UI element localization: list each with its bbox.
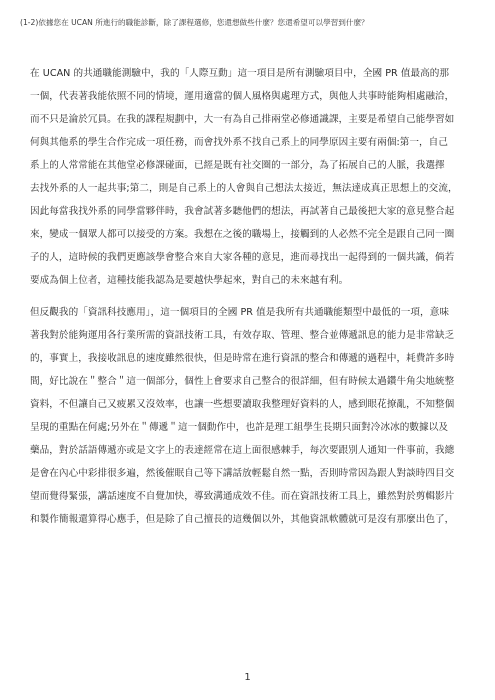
text-line: 藥品，對於話語傳遞亦或是文字上的表達經常在這上面很感棘手，每次要跟別人通知一件事前，我總 — [30, 445, 455, 456]
text-line: 去找外系的人一起共事;第二，則是自己系上的人會與自己想法太接近，無法達成真正思想上的交流， — [30, 183, 458, 194]
text-line: 但反觀我的「資訊科技應用」，這一個項目的全國 PR 值是我所有共通職能類型中最低的一項，意味 — [30, 307, 449, 318]
text-line: 因此每當我找外系的同學當夥伴時，我會試著多聽他們的想法，再試著自己最後把大家的意見整合起 — [30, 206, 455, 217]
text-line: 資料，不但讓自己又疲累又沒效率，也讓一些想要讀取我整理好資料的人，感到眼花撩亂，不知整個 — [30, 399, 455, 410]
paragraph-1 — [30, 62, 470, 292]
document-body — [30, 62, 470, 531]
text-line: 來，變成一個眾人都可以接受的方案。我想在之後的職場上，接觸到的人必然不完全是跟自己同一圈 — [30, 229, 455, 240]
text-line: 是會在內心中彩排很多遍，然後催眠自己等下講話放輕鬆自然一點，否則時常因為跟人對談時四目交 — [30, 468, 455, 479]
text-line: 子的人，這時候的我們更應該學會整合來自大家各種的意見，進而尋找出一起得到的一個共識，倘若 — [30, 252, 455, 263]
paragraph-2 — [30, 301, 470, 531]
text-line: 何與其他系的學生合作完成一項任務，而會找外系不找自己系上的同學原因主要有兩個:第一，自己 — [30, 137, 448, 148]
text-line: 在 UCAN 的共通職能測驗中，我的「人際互動」這一項目是所有測驗項目中，全國 PR 值最高的那 — [30, 68, 450, 79]
text-line: 望而覺得緊張，講話速度不自覺加快，導致溝通成效不佳。而在資訊技術工具上，雖然對於剪輯影片 — [30, 491, 455, 502]
page-number: 1 — [244, 672, 251, 683]
text-line: 系上的人常常能在其他堂必修課碰面，已經是既有社交圈的一部分，為了拓展自己的人脈，我選擇 — [30, 160, 445, 171]
text-line: 著我對於能夠運用各行業所需的資訊技術工具，有效存取、管理、整合並傳遞訊息的能力是非常缺乏 — [30, 330, 455, 341]
text-line: 的，事實上，我接收訊息的速度雖然很快，但是時常在進行資訊的整合和傳遞的過程中，耗費許多時 — [30, 353, 455, 364]
text-line: 而不只是淪於冗員。在我的課程規劃中，大一有為自己排兩堂必修通識課，主要是希望自己能學習如 — [30, 114, 455, 125]
text-line: 要成為個上位者，這種技能我認為是要越快學起來，對自己的未來越有利。 — [30, 275, 349, 286]
text-line: 和製作簡報還算得心應手，但是除了自己擅長的這幾個以外，其他資訊軟體就可是沒有那麼出色了， — [30, 514, 455, 525]
text-line: 一個，代表著我能依照不同的情境，運用適當的個人風格與處理方式，與他人共事時能夠相處融洽， — [30, 91, 455, 102]
paragraph-gap — [30, 292, 470, 301]
question-heading: (1-2)依據您在 UCAN 所進行的職能診斷，除了課程選修，您還想做些什麼？您還希望可以學習到什麼？ — [20, 18, 369, 27]
text-line: 間，好比說在＂整合＂這一個部分，個性上會要求自己整合的很詳細，但有時候太過鑽牛角尖地統整 — [30, 376, 455, 387]
text-line: 呈現的重點在何處;另外在＂傳遞＂這一個動作中，也許是理工組學生長期只面對冷冰冰的數據以及 — [30, 422, 448, 433]
